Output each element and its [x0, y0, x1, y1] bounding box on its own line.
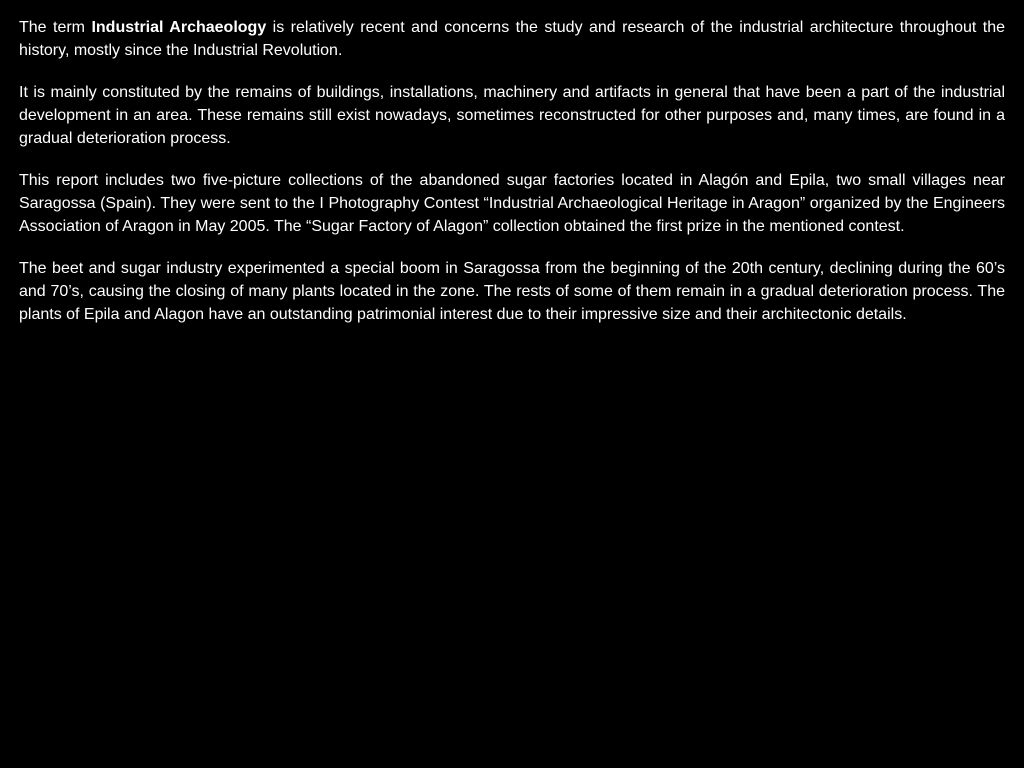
paragraph-report: This report includes two five-picture collections of the abandoned sugar factories located in Alagón and Epila, two small villages near Saragossa (Spain). They were sent to the I Photography Contest “Industrial Archaeological Heritage in Aragon” organized by the Engineers Association of Aragon in May 2005. The “Sugar Factory of Alagon” collection obtained the first prize in the mentioned contest. [19, 172, 1005, 235]
paragraph-intro-lead: The term [19, 19, 92, 36]
paragraph-remains: It is mainly constituted by the remains of buildings, installations, machinery and artifacts in general that have been a part of the industrial development in an area. These remains still exist nowadays, sometimes reconstructed for other purposes and, many times, are found in a gradual deterioration process. [19, 84, 1005, 147]
term-industrial-archaeology: Industrial Archaeology [91, 19, 267, 36]
paragraph-intro-rest: is relatively recent and concerns the study and research of the industrial architecture throughout the history, mostly since the Industrial Revolution. [19, 19, 1005, 59]
paragraph-intro [19, 16, 1005, 62]
paragraph-sugar-industry: The beet and sugar industry experimented a special boom in Saragossa from the beginning of the 20th century, declining during the 60’s and 70’s, causing the closing of many plants located in the zone. The rests of some of them remain in a gradual deterioration process. The plants of Epila and Alagon have an outstanding patrimonial interest due to their impressive size and their architectonic details. [19, 260, 1005, 323]
text-body [19, 16, 1005, 345]
